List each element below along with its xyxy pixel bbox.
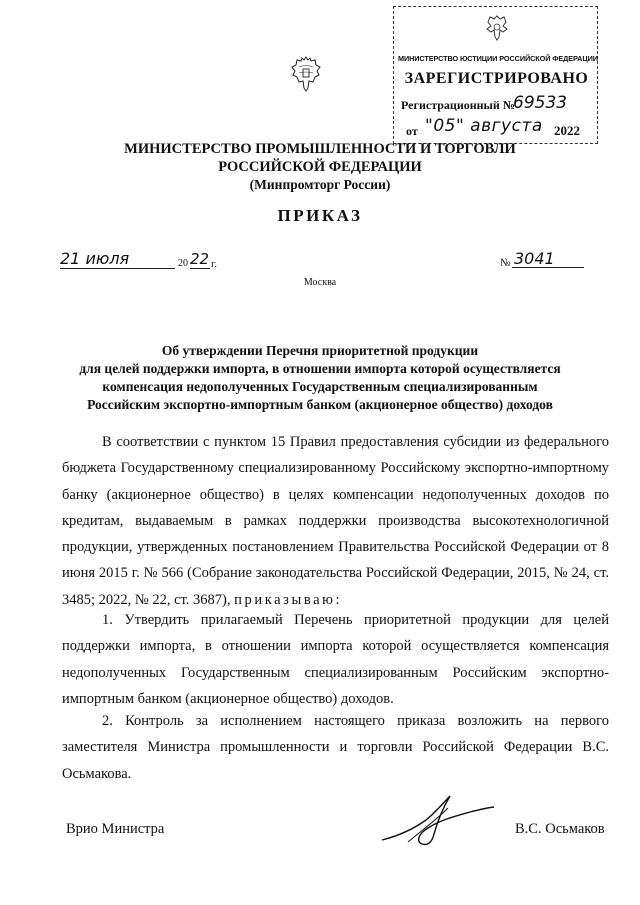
order-number-label: № (500, 257, 511, 269)
title-line-2: для целей поддержки импорта, в отношении импорта которой осуществляется (79, 361, 561, 376)
stamp-year: 2022 (554, 123, 580, 138)
order-number: 3041 (512, 251, 584, 268)
ministry-name (100, 140, 540, 176)
stamp-from-label: от (406, 124, 418, 138)
title-line-4: Российским экспортно-импортным банком (акционерное общество) доходов (87, 397, 553, 412)
handwritten-signature (378, 790, 498, 850)
ministry-line-2: РОССИЙСКОЙ ФЕДЕРАЦИИ (218, 159, 422, 175)
document-title (40, 342, 600, 414)
order-title: ПРИКАЗ (277, 206, 363, 225)
ministry-line-1: МИНИСТЕРСТВО ПРОМЫШЛЕННОСТИ И ТОРГОВЛИ (124, 141, 516, 157)
stamp-status: ЗАРЕГИСТРИРОВАНО (404, 70, 589, 87)
paragraph-1: 1. Утвердить прилагаемый Перечень приоритетной продукции для целей поддержки импорта, в отношении импорта которой осуществляется компенсация недополученных Государственным специализированным Российским экспортно-импортным банком (акционерное общество) доходов. (62, 612, 609, 707)
ministry-short-name: (Минпромторг России) (249, 177, 391, 192)
paragraph-2: 2. Контроль за исполнением настоящего приказа возложить на первого заместителя Министра промышленности и торговли Российской Федерации В.С. Осьмакова. (62, 713, 609, 782)
order-year: 22 (190, 250, 210, 268)
registration-stamp (393, 6, 598, 144)
title-line-1: Об утверждении Перечня приоритетной продукции (161, 343, 479, 358)
coat-of-arms-icon (484, 13, 510, 43)
city: Москва (303, 277, 337, 288)
signatory-name: В.С. Осьмаков (515, 821, 605, 837)
signatory-role: Врио Министра (66, 821, 165, 837)
stamp-ministry-name: МИНИСТЕРСТВО ЮСТИЦИИ РОССИЙСКОЙ ФЕДЕРАЦИИ (398, 54, 598, 63)
coat-of-arms-icon (291, 55, 321, 93)
preamble-text: В соответствии с пунктом 15 Правил предоставления субсидии из федерального бюджета Государственному специализированному Российскому экспортно-импортному банку (акционерное общество) в целях компенсации недополученных доходов по кредитам, выдаваемым в рамках поддержки производства высокотехнологичной продукции, утвержденных постановлением Правительства Российской Федерации от 8 июня 2015 г. № 566 (Собрание законодательства Российской Федерации, 2015, № 24, ст. 3485; 2022, № 22, ст. 3687), (62, 434, 609, 608)
preamble-paragraph (62, 429, 609, 613)
stamp-reg-number: 69533 (513, 93, 568, 113)
title-line-3: компенсация недополученных Государственным специализированным (102, 379, 538, 394)
order-date: 21 июля (60, 251, 175, 269)
order-command: приказываю: (234, 591, 343, 608)
stamp-reg-date: "05" августа (425, 116, 543, 136)
order-year-suffix: г. (211, 258, 218, 270)
stamp-reg-label: Регистрационный № (401, 98, 515, 112)
order-year-prefix: 20 (178, 258, 188, 269)
